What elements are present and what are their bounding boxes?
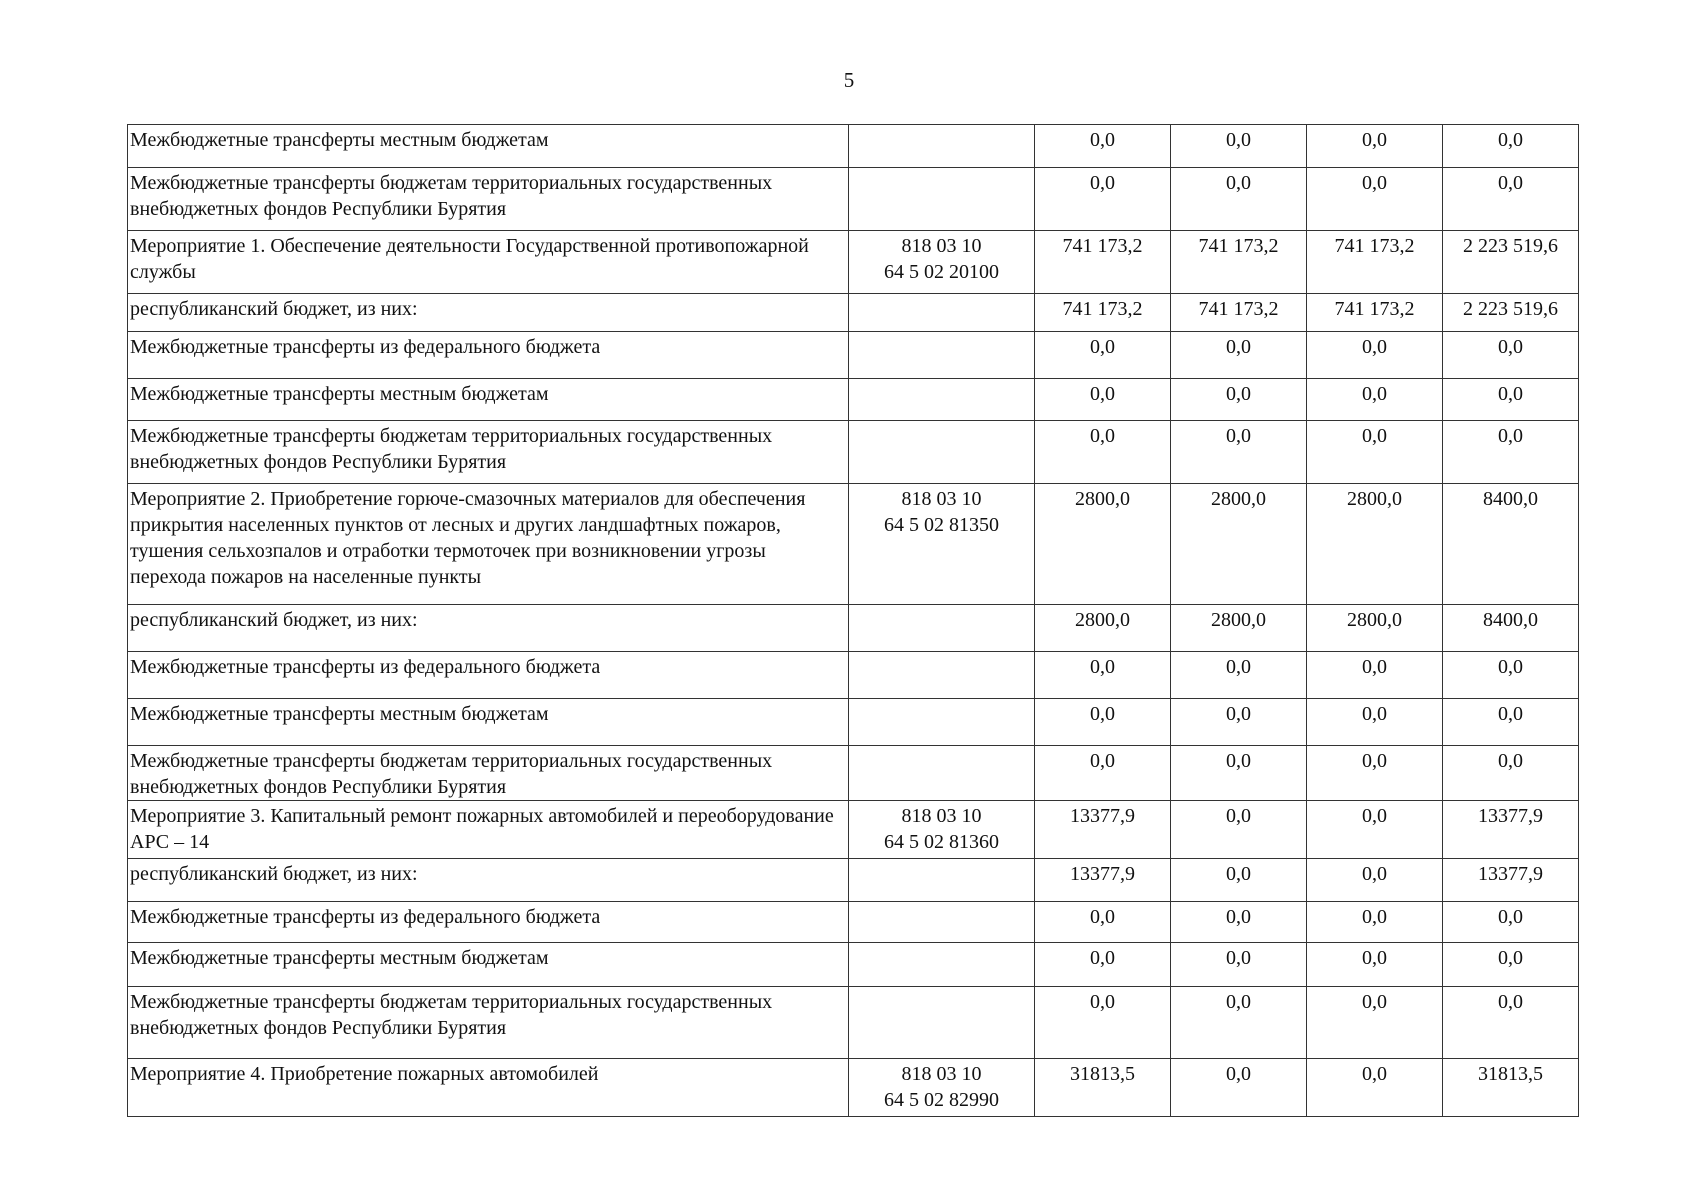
row-name-cell: Мероприятие 4. Приобретение пожарных автомобилей xyxy=(128,1059,849,1117)
row-value-year2-cell: 2800,0 xyxy=(1171,484,1307,605)
row-code-cell: 818 03 10 64 5 02 82990 xyxy=(849,1059,1035,1117)
row-name-cell: Межбюджетные трансферты бюджетам территориальных государственных внебюджетных фондов Республики Бурятия xyxy=(128,746,849,801)
row-value-year3-cell: 0,0 xyxy=(1307,943,1443,987)
row-name-cell: Мероприятие 1. Обеспечение деятельности Государственной противопожарной службы xyxy=(128,231,849,294)
row-value-year3-cell: 0,0 xyxy=(1307,125,1443,168)
table-row xyxy=(128,421,1579,484)
row-value-year3-cell: 741 173,2 xyxy=(1307,231,1443,294)
row-name-cell: Межбюджетные трансферты местным бюджетам xyxy=(128,943,849,987)
row-value-year1-cell: 13377,9 xyxy=(1035,801,1171,859)
table-row xyxy=(128,484,1579,605)
row-value-year3-cell: 0,0 xyxy=(1307,859,1443,902)
row-value-year1-cell: 0,0 xyxy=(1035,746,1171,801)
row-value-year3-cell: 0,0 xyxy=(1307,652,1443,699)
row-value-year3-cell: 741 173,2 xyxy=(1307,294,1443,332)
row-value-year1-cell: 0,0 xyxy=(1035,379,1171,421)
table-row xyxy=(128,379,1579,421)
table-row xyxy=(128,168,1579,231)
row-code-cell xyxy=(849,746,1035,801)
row-name-cell: Межбюджетные трансферты местным бюджетам xyxy=(128,125,849,168)
row-value-year2-cell: 0,0 xyxy=(1171,987,1307,1059)
row-name-cell: Межбюджетные трансферты бюджетам территориальных государственных внебюджетных фондов Республики Бурятия xyxy=(128,168,849,231)
row-value-year1-cell: 741 173,2 xyxy=(1035,294,1171,332)
table-row xyxy=(128,125,1579,168)
row-code-cell xyxy=(849,987,1035,1059)
row-total-cell: 13377,9 xyxy=(1443,859,1579,902)
row-total-cell: 0,0 xyxy=(1443,902,1579,943)
table-row xyxy=(128,605,1579,652)
row-value-year2-cell: 0,0 xyxy=(1171,332,1307,379)
row-code-cell xyxy=(849,421,1035,484)
row-value-year1-cell: 0,0 xyxy=(1035,652,1171,699)
row-name-cell: Мероприятие 3. Капитальный ремонт пожарных автомобилей и переоборудование АРС – 14 xyxy=(128,801,849,859)
row-name-cell: Межбюджетные трансферты из федерального бюджета xyxy=(128,902,849,943)
row-code-cell: 818 03 10 64 5 02 81350 xyxy=(849,484,1035,605)
row-code-cell xyxy=(849,379,1035,421)
row-value-year1-cell: 741 173,2 xyxy=(1035,231,1171,294)
row-value-year2-cell: 0,0 xyxy=(1171,421,1307,484)
row-code-cell xyxy=(849,332,1035,379)
row-total-cell: 0,0 xyxy=(1443,652,1579,699)
table-row xyxy=(128,859,1579,902)
row-value-year3-cell: 0,0 xyxy=(1307,987,1443,1059)
row-value-year3-cell: 0,0 xyxy=(1307,902,1443,943)
row-name-cell: Межбюджетные трансферты бюджетам территориальных государственных внебюджетных фондов Республики Бурятия xyxy=(128,421,849,484)
row-value-year1-cell: 0,0 xyxy=(1035,902,1171,943)
row-value-year1-cell: 13377,9 xyxy=(1035,859,1171,902)
row-value-year2-cell: 0,0 xyxy=(1171,168,1307,231)
row-total-cell: 8400,0 xyxy=(1443,484,1579,605)
row-total-cell: 31813,5 xyxy=(1443,1059,1579,1117)
table-row xyxy=(128,943,1579,987)
row-code-cell xyxy=(849,652,1035,699)
table-row xyxy=(128,902,1579,943)
table-row xyxy=(128,332,1579,379)
row-name-cell: республиканский бюджет, из них: xyxy=(128,859,849,902)
row-total-cell: 0,0 xyxy=(1443,168,1579,231)
row-value-year3-cell: 0,0 xyxy=(1307,801,1443,859)
table-row xyxy=(128,1059,1579,1117)
row-value-year3-cell: 0,0 xyxy=(1307,379,1443,421)
table-row xyxy=(128,746,1579,801)
row-total-cell: 13377,9 xyxy=(1443,801,1579,859)
row-total-cell: 0,0 xyxy=(1443,987,1579,1059)
table-row xyxy=(128,801,1579,859)
row-total-cell: 2 223 519,6 xyxy=(1443,231,1579,294)
row-value-year1-cell: 0,0 xyxy=(1035,987,1171,1059)
row-total-cell: 0,0 xyxy=(1443,332,1579,379)
row-name-cell: Межбюджетные трансферты из федерального бюджета xyxy=(128,652,849,699)
row-total-cell: 0,0 xyxy=(1443,699,1579,746)
page-number: 5 xyxy=(843,68,855,92)
row-total-cell: 2 223 519,6 xyxy=(1443,294,1579,332)
row-total-cell: 8400,0 xyxy=(1443,605,1579,652)
row-value-year1-cell: 2800,0 xyxy=(1035,605,1171,652)
row-total-cell: 0,0 xyxy=(1443,746,1579,801)
row-name-cell: Межбюджетные трансферты местным бюджетам xyxy=(128,379,849,421)
row-value-year1-cell: 0,0 xyxy=(1035,699,1171,746)
row-name-cell: республиканский бюджет, из них: xyxy=(128,294,849,332)
budget-table xyxy=(127,124,1579,1117)
table-row xyxy=(128,231,1579,294)
row-name-cell: Мероприятие 2. Приобретение горюче-смазочных материалов для обеспечения прикрытия населенных пунктов от лесных и других ландшафтных пожаров, тушения сельхозпалов и отработки термоточек при возникновении угрозы перехода пожаров на населенные пункты xyxy=(128,484,849,605)
row-value-year2-cell: 2800,0 xyxy=(1171,605,1307,652)
row-code-cell xyxy=(849,859,1035,902)
row-code-cell xyxy=(849,943,1035,987)
row-total-cell: 0,0 xyxy=(1443,379,1579,421)
table-row xyxy=(128,652,1579,699)
row-total-cell: 0,0 xyxy=(1443,421,1579,484)
row-value-year2-cell: 0,0 xyxy=(1171,379,1307,421)
row-value-year2-cell: 0,0 xyxy=(1171,1059,1307,1117)
row-name-cell: Межбюджетные трансферты местным бюджетам xyxy=(128,699,849,746)
row-value-year3-cell: 0,0 xyxy=(1307,332,1443,379)
row-name-cell: Межбюджетные трансферты из федерального бюджета xyxy=(128,332,849,379)
row-value-year1-cell: 0,0 xyxy=(1035,421,1171,484)
row-value-year2-cell: 0,0 xyxy=(1171,902,1307,943)
row-value-year3-cell: 2800,0 xyxy=(1307,484,1443,605)
row-value-year3-cell: 0,0 xyxy=(1307,699,1443,746)
row-value-year1-cell: 31813,5 xyxy=(1035,1059,1171,1117)
row-value-year2-cell: 0,0 xyxy=(1171,652,1307,699)
row-name-cell: Межбюджетные трансферты бюджетам территориальных государственных внебюджетных фондов Республики Бурятия xyxy=(128,987,849,1059)
row-value-year2-cell: 741 173,2 xyxy=(1171,231,1307,294)
row-value-year3-cell: 0,0 xyxy=(1307,421,1443,484)
row-value-year1-cell: 0,0 xyxy=(1035,125,1171,168)
row-value-year2-cell: 0,0 xyxy=(1171,859,1307,902)
row-value-year1-cell: 0,0 xyxy=(1035,332,1171,379)
table-row xyxy=(128,294,1579,332)
row-code-cell xyxy=(849,125,1035,168)
row-value-year1-cell: 0,0 xyxy=(1035,943,1171,987)
row-value-year2-cell: 0,0 xyxy=(1171,699,1307,746)
row-value-year3-cell: 2800,0 xyxy=(1307,605,1443,652)
row-value-year3-cell: 0,0 xyxy=(1307,1059,1443,1117)
table-row xyxy=(128,987,1579,1059)
row-total-cell: 0,0 xyxy=(1443,943,1579,987)
row-value-year1-cell: 0,0 xyxy=(1035,168,1171,231)
row-code-cell xyxy=(849,605,1035,652)
row-code-cell xyxy=(849,294,1035,332)
row-value-year2-cell: 0,0 xyxy=(1171,801,1307,859)
row-value-year3-cell: 0,0 xyxy=(1307,746,1443,801)
row-code-cell xyxy=(849,902,1035,943)
row-code-cell: 818 03 10 64 5 02 20100 xyxy=(849,231,1035,294)
row-value-year3-cell: 0,0 xyxy=(1307,168,1443,231)
row-value-year2-cell: 0,0 xyxy=(1171,746,1307,801)
budget-table-body xyxy=(128,125,1579,1117)
row-code-cell xyxy=(849,699,1035,746)
table-row xyxy=(128,699,1579,746)
row-code-cell: 818 03 10 64 5 02 81360 xyxy=(849,801,1035,859)
row-name-cell: республиканский бюджет, из них: xyxy=(128,605,849,652)
row-value-year2-cell: 0,0 xyxy=(1171,125,1307,168)
row-value-year1-cell: 2800,0 xyxy=(1035,484,1171,605)
row-value-year2-cell: 741 173,2 xyxy=(1171,294,1307,332)
row-code-cell xyxy=(849,168,1035,231)
row-total-cell: 0,0 xyxy=(1443,125,1579,168)
row-value-year2-cell: 0,0 xyxy=(1171,943,1307,987)
